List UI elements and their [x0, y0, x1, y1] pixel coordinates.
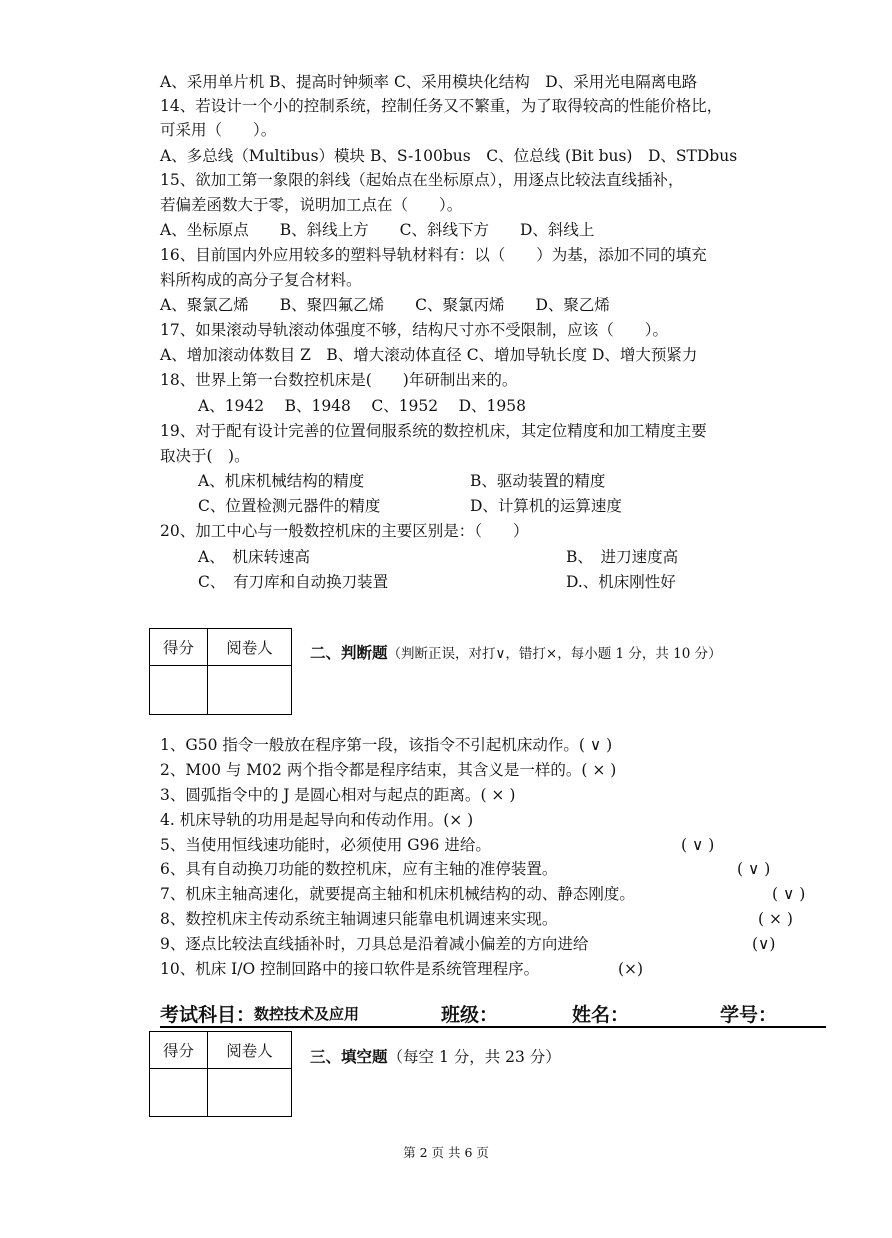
tf-mark: ( ∨ ): [772, 885, 806, 903]
score-box: [149, 628, 292, 715]
tf-mark: ( ∨ ): [681, 836, 715, 854]
name-label: 姓名：: [572, 1004, 630, 1026]
class-label: 班级：: [441, 1004, 499, 1026]
question-option: B、 进刀速度高: [566, 548, 679, 566]
tf-item: 7、机床主轴高速化，就要提高主轴和机床机械结构的动、静态刚度。: [160, 885, 635, 903]
reviewer-label: 阅卷人: [208, 629, 292, 666]
question-option: B、驱动装置的精度: [470, 472, 606, 490]
reviewer-cell[interactable]: [208, 1069, 292, 1117]
tf-mark: ( × ): [758, 910, 793, 928]
section-title: 二、判断题: [310, 644, 388, 662]
score-box: [149, 1031, 292, 1117]
tf-item: 3、圆弧指令中的 J 是圆心相对与起点的距离。( × ): [160, 786, 516, 804]
question-line: 料所构成的高分子复合材料。: [160, 271, 362, 289]
section-note: （判断正误，对打∨，错打×，每小题 1 分，共 10 分）: [387, 646, 722, 662]
tf-item: 5、当使用恒线速功能时，必须使用 G96 进给。: [160, 836, 491, 854]
score-cell[interactable]: [150, 1069, 208, 1117]
question-line: 17、如果滚动导轨滚动体强度不够，结构尺寸亦不受限制，应该（ ）。: [160, 321, 668, 339]
subject-label: 考试科目：: [160, 1004, 256, 1026]
tf-item: 10、机床 I/O 控制回路中的接口软件是系统管理程序。: [160, 960, 540, 978]
student-id-label: 学号：: [720, 1004, 778, 1026]
question-line: A、采用单片机 B、提高时钟频率 C、采用模块化结构 D、采用光电隔离电路: [160, 73, 698, 91]
question-option: D、计算机的运算速度: [470, 497, 622, 515]
question-line: A、坐标原点 B、斜线上方 C、斜线下方 D、斜线上: [160, 221, 595, 239]
tf-item: 6、具有自动换刀功能的数控机床，应有主轴的准停装置。: [160, 860, 558, 878]
score-label: 得分: [150, 1032, 208, 1069]
question-line: 若偏差函数大于零，说明加工点在（ ）。: [160, 196, 463, 214]
question-line: 16、目前国内外应用较多的塑料导轨材料有：以（ ）为基，添加不同的填充: [160, 246, 707, 264]
subject-value: 数控技术及应用: [254, 1005, 360, 1023]
question-option: C、位置检测元器件的精度: [198, 497, 381, 515]
question-line: 18、世界上第一台数控机床是( )年研制出来的。: [160, 371, 518, 389]
exam-header: [160, 1000, 826, 1028]
question-line: A、多总线（Multibus）模块 B、S-100bus C、位总线 (Bit bus) D、STDbus: [160, 147, 738, 165]
question-line: A、增加滚动体数目 Z B、增大滚动体直径 C、增加导轨长度 D、增大预紧力: [160, 346, 698, 364]
reviewer-cell[interactable]: [208, 666, 292, 715]
question-line: 20、加工中心与一般数控机床的主要区别是：（ ）: [160, 522, 529, 540]
tf-mark: (∨): [752, 935, 776, 953]
question-line: 14、若设计一个小的控制系统，控制任务又不繁重，为了取得较高的性能价格比，: [160, 97, 723, 115]
tf-item: 2、M00 与 M02 两个指令都是程序结束，其含义是一样的。( × ): [160, 761, 617, 779]
question-option: A、 机床转速高: [198, 548, 310, 566]
question-line: 19、对于配有设计完善的位置伺服系统的数控机床，其定位精度和加工精度主要: [160, 422, 707, 440]
section-heading: [310, 641, 722, 663]
section-note: （每空 1 分，共 23 分）: [387, 1048, 561, 1066]
tf-mark: (×): [618, 960, 644, 978]
question-line: A、聚氯乙烯 B、聚四氟乙烯 C、聚氯丙烯 D、聚乙烯: [160, 296, 610, 314]
score-cell[interactable]: [150, 666, 208, 715]
score-label: 得分: [150, 629, 208, 666]
tf-mark: ( ∨ ): [737, 860, 771, 878]
question-option: A、机床机械结构的精度: [198, 472, 365, 490]
question-line: 可采用（ ）。: [160, 121, 277, 139]
section-title: 三、填空题: [310, 1048, 388, 1066]
question-option: D.、机床刚性好: [566, 573, 676, 591]
tf-item: 8、数控机床主传动系统主轴调速只能靠电机调速来实现。: [160, 910, 558, 928]
section-heading: [310, 1045, 561, 1067]
question-line: 取决于( )。: [160, 447, 250, 465]
reviewer-label: 阅卷人: [208, 1032, 292, 1069]
question-line: 15、欲加工第一象限的斜线（起始点在坐标原点），用逐点比较法直线插补，: [160, 171, 684, 189]
tf-item: 4. 机床导轨的功用是起导向和传动作用。(× ): [160, 811, 474, 829]
tf-item: 9、逐点比较法直线插补时，刀具总是沿着减小偏差的方向进给: [160, 935, 589, 953]
question-options: A、1942 B、1948 C、1952 D、1958: [198, 397, 526, 415]
tf-item: 1、G50 指令一般放在程序第一段，该指令不引起机床动作。( ∨ ): [160, 736, 613, 754]
page-footer: 第 2 页 共 6 页: [403, 1145, 489, 1160]
question-option: C、 有刀库和自动换刀装置: [198, 573, 389, 591]
